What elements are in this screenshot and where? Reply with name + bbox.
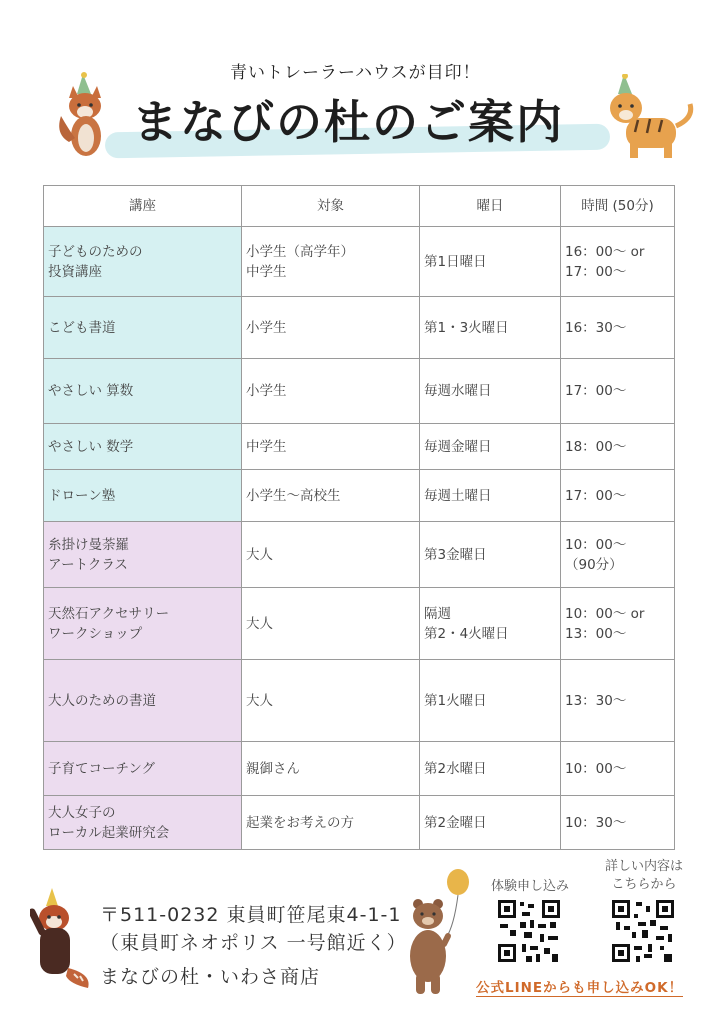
course-time: 18：00〜 [561,424,675,470]
trial-application-qr-code[interactable] [496,898,562,964]
course-target: 小学生（高学年） 中学生 [242,227,420,297]
course-name: 子どものための 投資講座 [44,227,242,297]
table-row [44,522,675,588]
course-target: 小学生〜高校生 [242,470,420,522]
course-day: 第2水曜日 [420,742,561,796]
course-target: 小学生 [242,359,420,424]
course-time: 17：00〜 [561,359,675,424]
bear-with-balloon-illustration [400,866,474,996]
column-header-course: 講座 [44,186,242,227]
course-target: 大人 [242,660,420,742]
course-name: ドローン塾 [44,470,242,522]
course-time: 10：30〜 [561,796,675,850]
course-day: 第1・3火曜日 [420,297,561,359]
course-time: 16：00〜 or 17：00〜 [561,227,675,297]
table-row [44,359,675,424]
column-header-target: 対象 [242,186,420,227]
table-row [44,588,675,660]
table-row [44,742,675,796]
subtitle: 青いトレーラーハウスが目印！ [230,63,481,83]
table-row [44,796,675,850]
fox-illustration [55,72,117,162]
course-name: 大人女子の ローカル起業研究会 [44,796,242,850]
course-time: 13：30〜 [561,660,675,742]
course-name: こども書道 [44,297,242,359]
page-title: まなびの杜のご案内 [132,95,564,149]
course-day: 毎週水曜日 [420,359,561,424]
postal-address: 〒511-0232 東員町笹尾東4-1-1 [100,904,402,926]
column-header-time: 時間 (50分) [561,186,675,227]
red-panda-illustration [30,888,96,992]
details-label: 詳しい内容は こちらから [604,859,683,892]
course-time: 10：00〜 （90分） [561,522,675,588]
course-name: 天然石アクセサリー ワークショップ [44,588,242,660]
address-landmark: （東員町ネオポリス 一号館近く） [100,932,407,954]
line-application-link[interactable]: 公式LINEからも申し込みOK！ [476,976,683,997]
course-time: 17：00〜 [561,470,675,522]
course-name: 大人のための書道 [44,660,242,742]
course-day: 毎週土曜日 [420,470,561,522]
table-row [44,424,675,470]
course-day: 第1火曜日 [420,660,561,742]
course-target: 大人 [242,588,420,660]
course-target: 起業をお考えの方 [242,796,420,850]
course-target: 大人 [242,522,420,588]
course-day: 第3金曜日 [420,522,561,588]
course-name: やさしい 算数 [44,359,242,424]
course-day: 隔週 第2・4火曜日 [420,588,561,660]
table-header-row [44,186,675,227]
course-name: 子育てコーチング [44,742,242,796]
course-time: 16：30〜 [561,297,675,359]
table-row [44,660,675,742]
course-target: 中学生 [242,424,420,470]
tiger-illustration [604,74,696,160]
course-time: 10：00〜 or 13：00〜 [561,588,675,660]
details-qr-code[interactable] [610,898,676,964]
course-target: 小学生 [242,297,420,359]
course-target: 親御さん [242,742,420,796]
course-name: やさしい 数学 [44,424,242,470]
table-row [44,227,675,297]
trial-application-label: 体験申し込み [490,879,569,894]
course-time: 10：00〜 [561,742,675,796]
shop-name: まなびの杜・いわさ商店 [100,966,321,988]
course-day: 第2金曜日 [420,796,561,850]
column-header-day: 曜日 [420,186,561,227]
course-day: 第1日曜日 [420,227,561,297]
course-name: 糸掛け曼荼羅 アートクラス [44,522,242,588]
table-row [44,470,675,522]
course-schedule-table [43,185,675,850]
table-row [44,297,675,359]
course-day: 毎週金曜日 [420,424,561,470]
